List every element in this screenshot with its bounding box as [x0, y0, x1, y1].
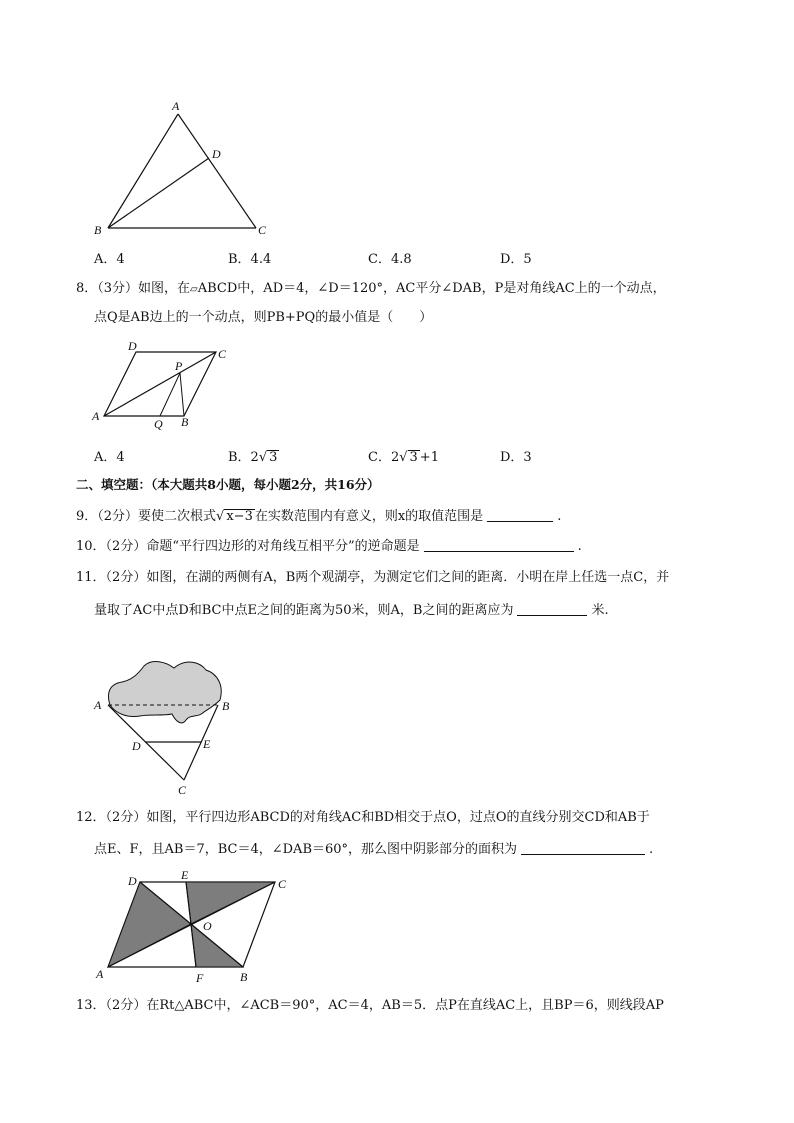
figure-q12-parallelogram [88, 868, 298, 986]
q7-choice-d: D．5 [500, 252, 532, 267]
q12-line2-text: 点E、F，且AB＝7，BC＝4，∠DAB＝60°，那么图中阴影部分的面积为 [94, 842, 518, 857]
q9-prefix: 9．（2分）要使二次根式 [76, 509, 217, 524]
q7-choice-b: B．4.4 [228, 252, 272, 267]
q12-line1: 12．（2分）如图，平行四边形ABCD的对角线AC和BD相交于点O，过点O的直线分别交CD和AB于 [76, 810, 650, 825]
figure-q7-triangle [88, 96, 278, 241]
q9-line [76, 509, 561, 525]
label-b: B [222, 699, 230, 713]
label-p: P [175, 359, 183, 373]
q11-line2 [94, 603, 609, 619]
label-a: A [94, 698, 102, 712]
q8-line1-rest: ABCD中，AD＝4，∠D＝120°，AC平分∠DAB，P是对角线AC上的一个动点， [197, 281, 666, 296]
q11-line1: 11．（2分）如图，在湖的两侧有A，B两个观湖亭，为测定它们之间的距离．小明在岸上任选一点C，并 [76, 570, 670, 585]
lake-shape [109, 662, 222, 723]
q12-end: . [649, 842, 654, 857]
radical-sign: √ [258, 450, 268, 465]
q7-choice-c: C．4.8 [368, 252, 412, 267]
label-d: D [212, 147, 221, 161]
label-d: D [128, 339, 137, 353]
q11-line2-text: 量取了AC中点D和BC中点E之间的距离为50米，则A，B之间的距离应为 [94, 603, 514, 618]
figure-q11-lake [88, 656, 248, 798]
section-heading-fill-in: 二、填空题：（本大题共8小题，每小题2分，共16分） [76, 477, 380, 492]
label-b: B [181, 415, 189, 429]
q8-choice-b-radicand: 3 [269, 450, 278, 465]
radical-sign: √ [399, 450, 408, 465]
radical-sign: √ [216, 509, 225, 524]
edge-ab [108, 114, 178, 228]
segment-pq [160, 373, 180, 416]
q8-choice-b-prefix: B．2 [228, 450, 259, 465]
label-a: A [96, 967, 104, 981]
q12-line2 [94, 842, 653, 858]
q8-choice-d: D．3 [500, 450, 532, 465]
label-c: C [218, 347, 227, 361]
parallelogram-symbol: ▱ [190, 284, 198, 295]
q11-unit: 米. [591, 603, 609, 618]
q9-answer-blank[interactable] [487, 509, 553, 522]
q10-answer-blank[interactable] [424, 539, 574, 552]
q8-choice-c-radicand: 3 [409, 450, 418, 465]
q9-suffix: 在实数范围内有意义，则x的取值范围是 [254, 509, 484, 524]
label-a: A [172, 99, 180, 113]
label-b: B [94, 223, 102, 237]
q12-answer-blank[interactable] [521, 842, 645, 855]
segment-pb [180, 373, 184, 416]
q13-line1: 13．（2分）在Rt△ABC中，∠ACB＝90°，AC＝4，AB＝5．点P在直线AC上，且BP＝6，则线段AP [76, 998, 664, 1013]
q7-choice-a: A．4 [94, 252, 125, 267]
q10-end: . [577, 539, 582, 554]
q8-choice-c [368, 446, 439, 465]
label-e: E [203, 737, 211, 751]
q9-end: . [557, 509, 562, 524]
label-c: C [178, 783, 187, 797]
q8-choice-c-suffix: +1 [419, 450, 439, 465]
label-e: E [181, 868, 189, 882]
label-a: A [92, 409, 100, 423]
label-b: B [240, 970, 248, 984]
segment-bd [108, 158, 209, 228]
shaded-triangle-aod [108, 882, 191, 967]
q8-choice-c-prefix: C．2 [368, 450, 400, 465]
q8-line1 [76, 281, 666, 298]
diagonal-ac [104, 352, 216, 416]
label-d: D [128, 874, 137, 888]
q9-radicand: x−3 [226, 509, 253, 524]
figure-q8-parallelogram [88, 338, 248, 433]
q10-line [76, 539, 582, 555]
label-c: C [258, 223, 267, 237]
label-f: F [196, 971, 204, 985]
q11-answer-blank[interactable] [517, 603, 587, 616]
q10-text: 10．（2分）命题“平行四边形的对角线互相平分”的逆命题是 [76, 539, 420, 554]
q8-choice-b [228, 446, 279, 465]
label-o: O [203, 919, 212, 933]
q8-choice-a: A．4 [94, 450, 125, 465]
q8-line1-prefix: 8．（3分）如图，在 [76, 281, 191, 296]
label-d: D [132, 739, 141, 753]
label-q: Q [154, 417, 163, 431]
q8-line2: 点Q是AB边上的一个动点，则PB+PQ的最小值是（ ） [94, 310, 433, 325]
label-c: C [278, 877, 287, 891]
